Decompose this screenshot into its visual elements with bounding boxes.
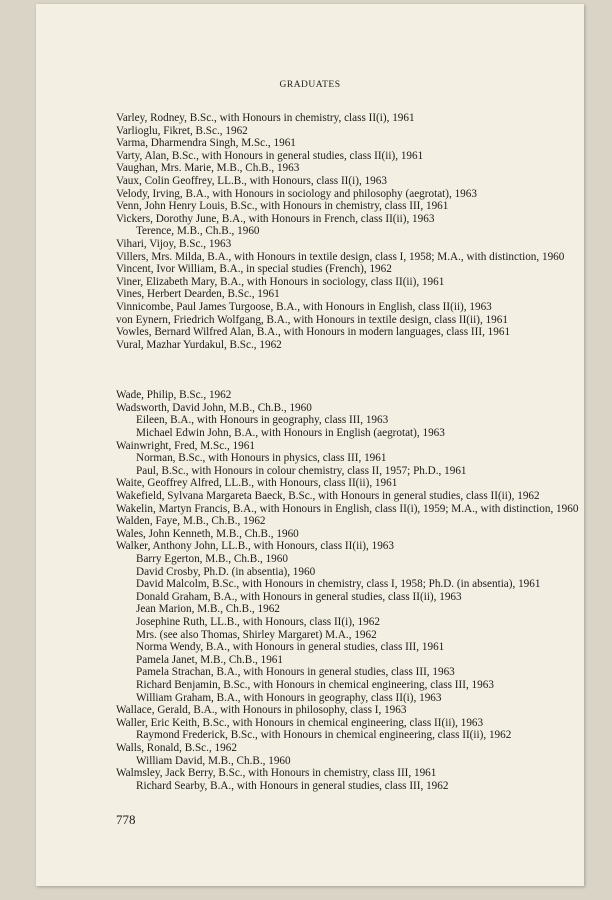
sub-entry: Eileen, B.A., with Honours in geography, class III, 1963 (136, 414, 389, 427)
sub-entry: David Crosby, Ph.D. (in absentia), 1960 (136, 565, 316, 578)
sub-entry: Richard Searby, B.A., with Honours in general studies, class III, 1962 (136, 779, 449, 792)
graduate-entry: Vinnicombe, Paul James Turgoose, B.A., with Honours in English, class II(ii), 1963 (116, 300, 492, 313)
graduate-entry: Wallace, Gerald, B.A., with Honours in philosophy, class I, 1963 (116, 704, 407, 717)
graduate-entry: Vural, Mazhar Yurdakul, B.Sc., 1962 (116, 338, 282, 351)
sub-entry: Norma Wendy, B.A., with Honours in general studies, class III, 1961 (136, 641, 445, 654)
sub-entry: Michael Edwin John, B.A., with Honours in English (aegrotat), 1963 (136, 427, 445, 440)
sub-entry: Paul, B.Sc., with Honours in colour chemistry, class II, 1957; Ph.D., 1961 (136, 464, 467, 477)
graduate-entry: Wadsworth, David John, M.B., Ch.B., 1960 (116, 401, 312, 414)
sub-entry: Josephine Ruth, LL.B., with Honours, class II(i), 1962 (136, 615, 380, 628)
sub-entry: Donald Graham, B.A., with Honours in general studies, class II(ii), 1963 (136, 590, 462, 603)
sub-entry: Richard Benjamin, B.Sc., with Honours in chemical engineering, class III, 1963 (136, 678, 494, 691)
graduate-entry: Wade, Philip, B.Sc., 1962 (116, 389, 232, 402)
section-gap (116, 351, 579, 389)
graduate-entry: Waller, Eric Keith, B.Sc., with Honours in chemical engineering, class II(ii), 1963 (116, 716, 484, 729)
sub-entry: Barry Egerton, M.B., Ch.B., 1960 (136, 553, 288, 565)
document-page (36, 4, 584, 886)
sub-entry: Pamela Janet, M.B., Ch.B., 1961 (136, 653, 283, 666)
graduate-entry: Walden, Faye, M.B., Ch.B., 1962 (116, 515, 266, 528)
graduate-entry: Velody, Irving, B.A., with Honours in sociology and philosophy (aegrotat), 1963 (116, 187, 477, 200)
graduates-list (116, 112, 579, 792)
graduate-entry: Walker, Anthony John, LL.B., with Honours, class II(ii), 1963 (116, 540, 394, 553)
sub-entry: Jean Marion, M.B., Ch.B., 1962 (136, 603, 280, 616)
graduate-entry: Varlioglu, Fikret, B.Sc., 1962 (116, 124, 248, 137)
section-w (116, 389, 579, 792)
graduate-entry: Vincent, Ivor William, B.A., in special studies (French), 1962 (116, 263, 392, 276)
graduate-entry: von Eynern, Friedrich Wolfgang, B.A., with Honours in textile design, class II(ii), 1961 (116, 313, 508, 326)
graduate-entry: Vihari, Vijoy, B.Sc., 1963 (116, 237, 232, 250)
graduate-entry: Villers, Mrs. Milda, B.A., with Honours in textile design, class I, 1958; M.A., with distinction, 1960 (116, 250, 565, 263)
graduate-entry: Vickers, Dorothy June, B.A., with Honours in French, class II(ii), 1963 (116, 212, 435, 225)
sub-entry: Mrs. (see also Thomas, Shirley Margaret) M.A., 1962 (136, 628, 377, 641)
graduate-entry: Wainwright, Fred, M.Sc., 1961 (116, 439, 255, 452)
sub-entry: Norman, B.Sc., with Honours in physics, class III, 1961 (136, 452, 387, 465)
graduate-entry: Wakelin, Martyn Francis, B.A., with Honours in English, class II(i), 1959; M.A., with distinction, 1960 (116, 502, 579, 515)
graduate-entry: Vaughan, Mrs. Marie, M.B., Ch.B., 1963 (116, 162, 300, 175)
graduate-entry: Wakefield, Sylvana Margareta Baeck, B.Sc., with Honours in general studies, class II(ii), 1962 (116, 490, 540, 503)
graduate-entry: Wales, John Kenneth, M.B., Ch.B., 1960 (116, 527, 299, 540)
graduate-entry: Vines, Herbert Dearden, B.Sc., 1961 (116, 288, 280, 301)
sub-entry: Pamela Strachan, B.A., with Honours in general studies, class III, 1963 (136, 666, 455, 679)
graduate-entry: Vowles, Bernard Wilfred Alan, B.A., with Honours in modern languages, class III, 1961 (116, 326, 511, 339)
page-number: 778 (116, 812, 136, 827)
graduate-entry: Varley, Rodney, B.Sc., with Honours in chemistry, class II(i), 1961 (116, 112, 415, 124)
page-header: GRADUATES (279, 80, 341, 90)
graduate-entry: Vaux, Colin Geoffrey, LL.B., with Honours, class II(i), 1963 (116, 174, 387, 187)
sub-entry: William David, M.B., Ch.B., 1960 (136, 754, 291, 767)
graduate-entry: Viner, Elizabeth Mary, B.A., with Honours in sociology, class II(ii), 1961 (116, 275, 445, 288)
graduate-entry: Varty, Alan, B.Sc., with Honours in general studies, class II(ii), 1961 (116, 149, 424, 162)
graduate-entry: Venn, John Henry Louis, B.Sc., with Honours in chemistry, class III, 1961 (116, 200, 449, 213)
sub-entry: Raymond Frederick, B.Sc., with Honours in chemical engineering, class II(ii), 1962 (136, 729, 512, 742)
sub-entry: William Graham, B.A., with Honours in geography, class II(i), 1963 (136, 691, 442, 704)
sub-entry: Terence, M.B., Ch.B., 1960 (136, 225, 260, 238)
graduate-entry: Waite, Geoffrey Alfred, LL.B., with Honours, class II(ii), 1961 (116, 477, 398, 490)
sub-entry: David Malcolm, B.Sc., with Honours in chemistry, class I, 1958; Ph.D. (in absentia), 1961 (136, 578, 541, 591)
graduate-entry: Walls, Ronald, B.Sc., 1962 (116, 741, 237, 754)
section-v (116, 112, 579, 351)
graduate-entry: Varma, Dharmendra Singh, M.Sc., 1961 (116, 137, 296, 150)
graduate-entry: Walmsley, Jack Berry, B.Sc., with Honours in chemistry, class III, 1961 (116, 767, 437, 780)
